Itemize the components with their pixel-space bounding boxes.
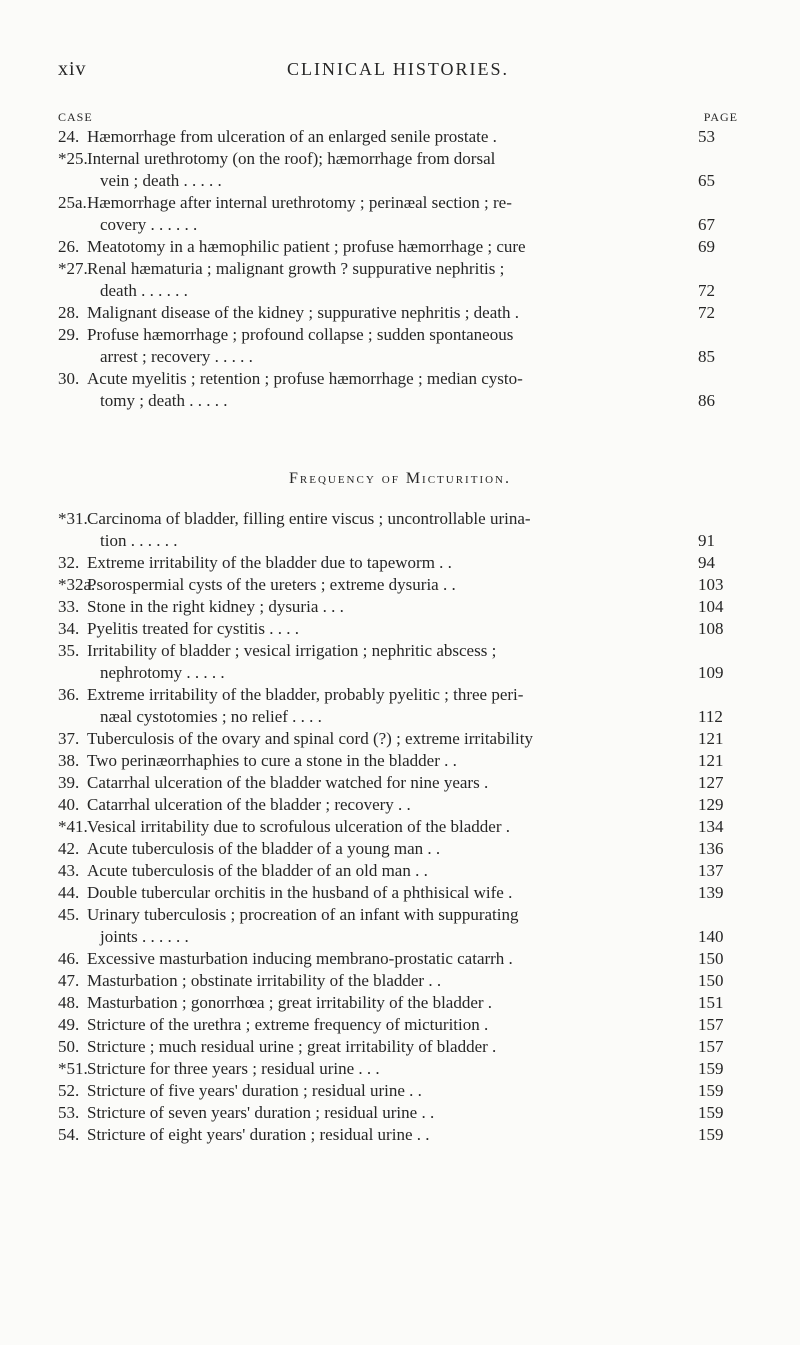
column-headings (58, 110, 738, 126)
case-page-number: 157 (698, 1015, 724, 1034)
case-page-number: 139 (698, 883, 724, 902)
case-page-number: 72 (698, 303, 715, 322)
case-entry (58, 1014, 738, 1036)
case-page-number: 108 (698, 619, 724, 638)
case-title: Stricture ; much residual urine ; great irritability of bladder . (87, 1037, 497, 1056)
case-page-number: 134 (698, 817, 724, 836)
case-number: 52. (58, 1081, 80, 1100)
case-page-number: 53 (698, 127, 715, 146)
case-entry (58, 148, 738, 192)
case-number: 29. (58, 325, 80, 344)
case-page-number: 159 (698, 1081, 724, 1100)
case-number: 33. (58, 597, 80, 616)
case-entry (58, 750, 738, 772)
case-column-heading: CASE (58, 110, 93, 124)
case-title: Malignant disease of the kidney ; suppurative nephritis ; death . (87, 303, 519, 322)
case-page-number: 69 (698, 237, 715, 256)
case-title: Excessive masturbation inducing membrano-prostatic catarrh . (87, 949, 513, 968)
case-page-number: 157 (698, 1037, 724, 1056)
case-entry (58, 236, 738, 258)
case-entry (58, 1102, 738, 1124)
case-number: 48. (58, 993, 80, 1012)
case-entry (58, 508, 738, 552)
case-number: 39. (58, 773, 80, 792)
case-title-continued: death . . . . . . (100, 281, 188, 300)
case-title-continued: tion . . . . . . (100, 531, 178, 550)
case-entry (58, 794, 738, 816)
case-entry (58, 970, 738, 992)
case-number: 40. (58, 795, 80, 814)
case-title: Irritability of bladder ; vesical irrigation ; nephritic abscess ; (87, 641, 497, 660)
case-title: Internal urethrotomy (on the roof); hæmorrhage from dorsal (87, 149, 496, 168)
case-page-number: 140 (698, 927, 724, 946)
case-number: *25. (58, 149, 88, 168)
case-number: 53. (58, 1103, 80, 1122)
case-number: 36. (58, 685, 80, 704)
case-page-number: 159 (698, 1059, 724, 1078)
section-heading: Frequency of Micturition. (288, 470, 511, 487)
case-title: Extreme irritability of the bladder, probably pyelitic ; three peri- (87, 685, 524, 704)
case-page-number: 104 (698, 597, 724, 616)
case-number: 32. (58, 553, 80, 572)
case-number: 46. (58, 949, 80, 968)
case-number: 34. (58, 619, 80, 638)
case-entry (58, 302, 738, 324)
case-number: 45. (58, 905, 80, 924)
case-entry (58, 948, 738, 970)
case-title: Vesical irritability due to scrofulous ulceration of the bladder . (87, 817, 510, 836)
case-title: Stricture of the urethra ; extreme frequency of micturition . (87, 1015, 489, 1034)
case-page-number: 109 (698, 663, 724, 682)
case-title-continued: næal cystotomies ; no relief . . . . (100, 707, 322, 726)
case-entry (58, 618, 738, 640)
case-title: Stricture for three years ; residual urine . . . (87, 1059, 380, 1078)
case-entry (58, 684, 738, 728)
case-list-frequency (58, 508, 738, 1146)
case-number: *41. (58, 817, 88, 836)
case-page-number: 127 (698, 773, 724, 792)
case-page-number: 65 (698, 171, 715, 190)
case-page-number: 72 (698, 281, 715, 300)
case-page-number: 86 (698, 391, 715, 410)
case-entry (58, 728, 738, 750)
case-entry (58, 324, 738, 368)
running-title: CLINICAL HISTORIES. (287, 59, 509, 79)
page-number: xiv (58, 58, 87, 80)
case-page-number: 151 (698, 993, 724, 1012)
case-title: Catarrhal ulceration of the bladder watched for nine years . (87, 773, 489, 792)
case-entry (58, 574, 738, 596)
case-title: Stricture of eight years' duration ; residual urine . . (87, 1125, 430, 1144)
case-title: Catarrhal ulceration of the bladder ; recovery . . (87, 795, 411, 814)
case-title: Hæmorrhage after internal urethrotomy ; perinæal section ; re- (87, 193, 512, 212)
case-entry (58, 772, 738, 794)
case-number: 37. (58, 729, 80, 748)
case-title: Extreme irritability of the bladder due to tapeworm . . (87, 553, 452, 572)
case-page-number: 67 (698, 215, 715, 234)
case-page-number: 103 (698, 575, 724, 594)
case-page-number: 136 (698, 839, 724, 858)
case-page-number: 85 (698, 347, 715, 366)
case-entry (58, 596, 738, 618)
case-page-number: 150 (698, 949, 724, 968)
case-entry (58, 640, 738, 684)
case-entry (58, 552, 738, 574)
case-title: Stricture of seven years' duration ; residual urine . . (87, 1103, 435, 1122)
case-number: 42. (58, 839, 80, 858)
case-number: 30. (58, 369, 80, 388)
case-number: 44. (58, 883, 80, 902)
case-number: *31. (58, 509, 88, 528)
case-title-continued: nephrotomy . . . . . (100, 663, 225, 682)
case-entry (58, 1124, 738, 1146)
case-title-continued: tomy ; death . . . . . (100, 391, 228, 410)
case-entry (58, 992, 738, 1014)
case-title: Stone in the right kidney ; dysuria . . . (87, 597, 344, 616)
case-number: *27. (58, 259, 88, 278)
case-number: 54. (58, 1125, 80, 1144)
case-entry (58, 1080, 738, 1102)
case-number: *32a. (58, 575, 96, 594)
case-entry (58, 904, 738, 948)
case-title: Tuberculosis of the ovary and spinal cord (?) ; extreme irritability (87, 729, 533, 748)
case-number: 49. (58, 1015, 80, 1034)
case-number: 43. (58, 861, 80, 880)
case-title: Acute tuberculosis of the bladder of an old man . . (87, 861, 428, 880)
case-title-continued: joints . . . . . . (100, 927, 189, 946)
case-title-continued: covery . . . . . . (100, 215, 198, 234)
case-number: 50. (58, 1037, 80, 1056)
case-number: 28. (58, 303, 80, 322)
case-entry (58, 860, 738, 882)
case-entry (58, 882, 738, 904)
page-header (58, 58, 738, 82)
case-title-continued: vein ; death . . . . . (100, 171, 222, 190)
case-entry (58, 192, 738, 236)
case-number: 25a. (58, 193, 87, 212)
case-title: Hæmorrhage from ulceration of an enlarged senile prostate . (87, 127, 497, 146)
case-entry (58, 838, 738, 860)
case-title: Carcinoma of bladder, filling entire viscus ; uncontrollable urina- (87, 509, 531, 528)
case-title: Renal hæmaturia ; malignant growth ? suppurative nephritis ; (87, 259, 505, 278)
case-page-number: 121 (698, 751, 724, 770)
case-page-number: 94 (698, 553, 715, 572)
case-title: Psorospermial cysts of the ureters ; extreme dysuria . . (87, 575, 456, 594)
case-page-number: 159 (698, 1125, 724, 1144)
case-title: Pyelitis treated for cystitis . . . . (87, 619, 299, 638)
page-column-heading: PAGE (703, 110, 738, 124)
case-page-number: 121 (698, 729, 724, 748)
case-entry (58, 816, 738, 838)
case-title-continued: arrest ; recovery . . . . . (100, 347, 253, 366)
case-page-number: 129 (698, 795, 724, 814)
case-list-haemorrhage (58, 126, 738, 412)
case-title: Stricture of five years' duration ; residual urine . . (87, 1081, 422, 1100)
case-title: Two perinæorrhaphies to cure a stone in the bladder . . (87, 751, 457, 770)
case-title: Masturbation ; gonorrhœa ; great irritability of the bladder . (87, 993, 493, 1012)
case-entry (58, 368, 738, 412)
case-number: 47. (58, 971, 80, 990)
case-title: Profuse hæmorrhage ; profound collapse ; sudden spontaneous (87, 325, 514, 344)
case-number: 24. (58, 127, 80, 146)
case-page-number: 91 (698, 531, 715, 550)
case-title: Double tubercular orchitis in the husband of a phthisical wife . (87, 883, 513, 902)
case-title: Acute myelitis ; retention ; profuse hæmorrhage ; median cysto- (87, 369, 523, 388)
case-number: 35. (58, 641, 80, 660)
case-page-number: 150 (698, 971, 724, 990)
case-number: *51. (58, 1059, 88, 1078)
case-title: Acute tuberculosis of the bladder of a young man . . (87, 839, 441, 858)
case-number: 26. (58, 237, 80, 256)
case-page-number: 159 (698, 1103, 724, 1122)
case-entry (58, 1058, 738, 1080)
case-page-number: 137 (698, 861, 724, 880)
case-title: Meatotomy in a hæmophilic patient ; profuse hæmorrhage ; cure (87, 237, 526, 256)
case-number: 38. (58, 751, 80, 770)
case-title: Urinary tuberculosis ; procreation of an infant with suppurating (87, 905, 519, 924)
case-entry (58, 126, 738, 148)
case-entry (58, 258, 738, 302)
case-entry (58, 1036, 738, 1058)
case-page-number: 112 (698, 707, 723, 726)
case-title: Masturbation ; obstinate irritability of the bladder . . (87, 971, 442, 990)
